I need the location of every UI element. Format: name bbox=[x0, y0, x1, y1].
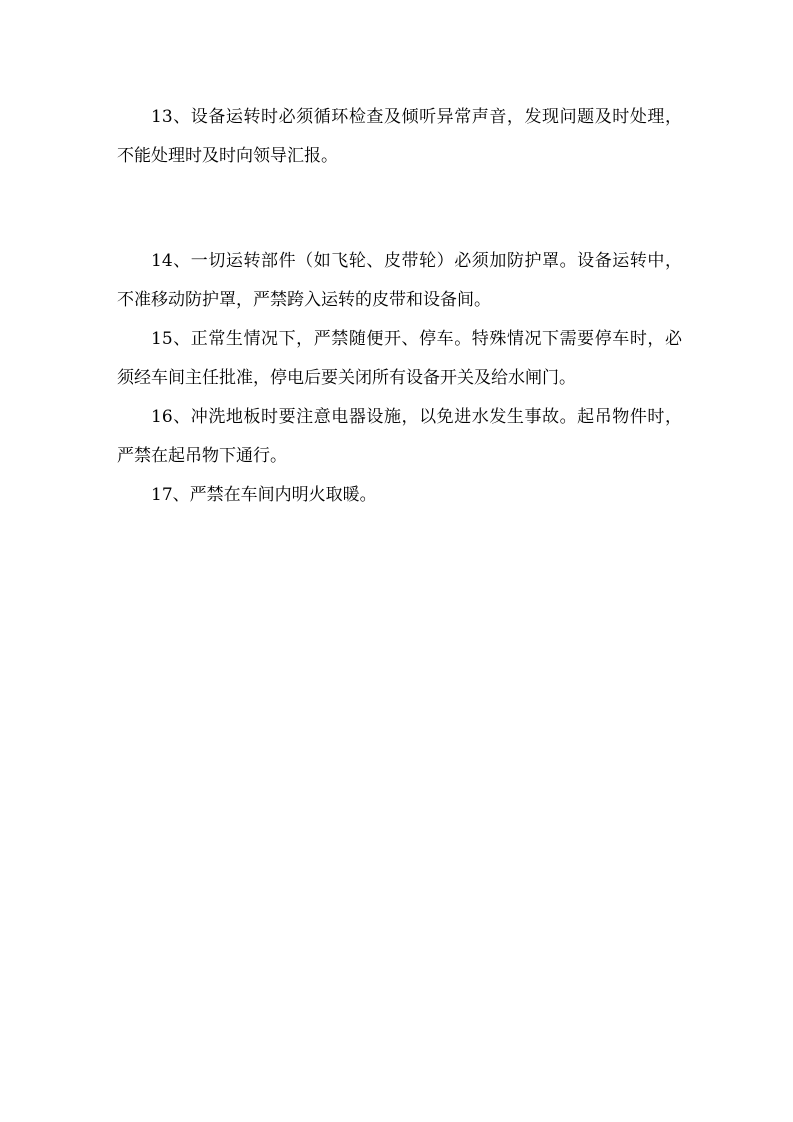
document-body bbox=[117, 98, 682, 515]
rule-paragraph-17: 17、严禁在车间内明火取暖。 bbox=[151, 485, 377, 505]
rule-paragraph-15: 15、正常生情况下，严禁随便开、停车。特殊情况下需要停车时，必须经车间主任批准，停电后要关闭所有设备开关及给水闸门。 bbox=[117, 329, 682, 388]
rule-paragraph-16: 16、冲洗地板时要注意电器设施，以免进水发生事故。起吊物件时，严禁在起吊物下通行。 bbox=[117, 407, 682, 466]
rule-paragraph-13: 13、设备运转时必须循环检查及倾听异常声音，发现问题及时处理，不能处理时及时向领导汇报。 bbox=[117, 107, 682, 166]
rule-paragraph-14: 14、一切运转部件（如飞轮、皮带轮）必须加防护罩。设备运转中，不准移动防护罩，严禁跨入运转的皮带和设备间。 bbox=[117, 251, 682, 310]
paragraph-gap bbox=[117, 176, 682, 242]
